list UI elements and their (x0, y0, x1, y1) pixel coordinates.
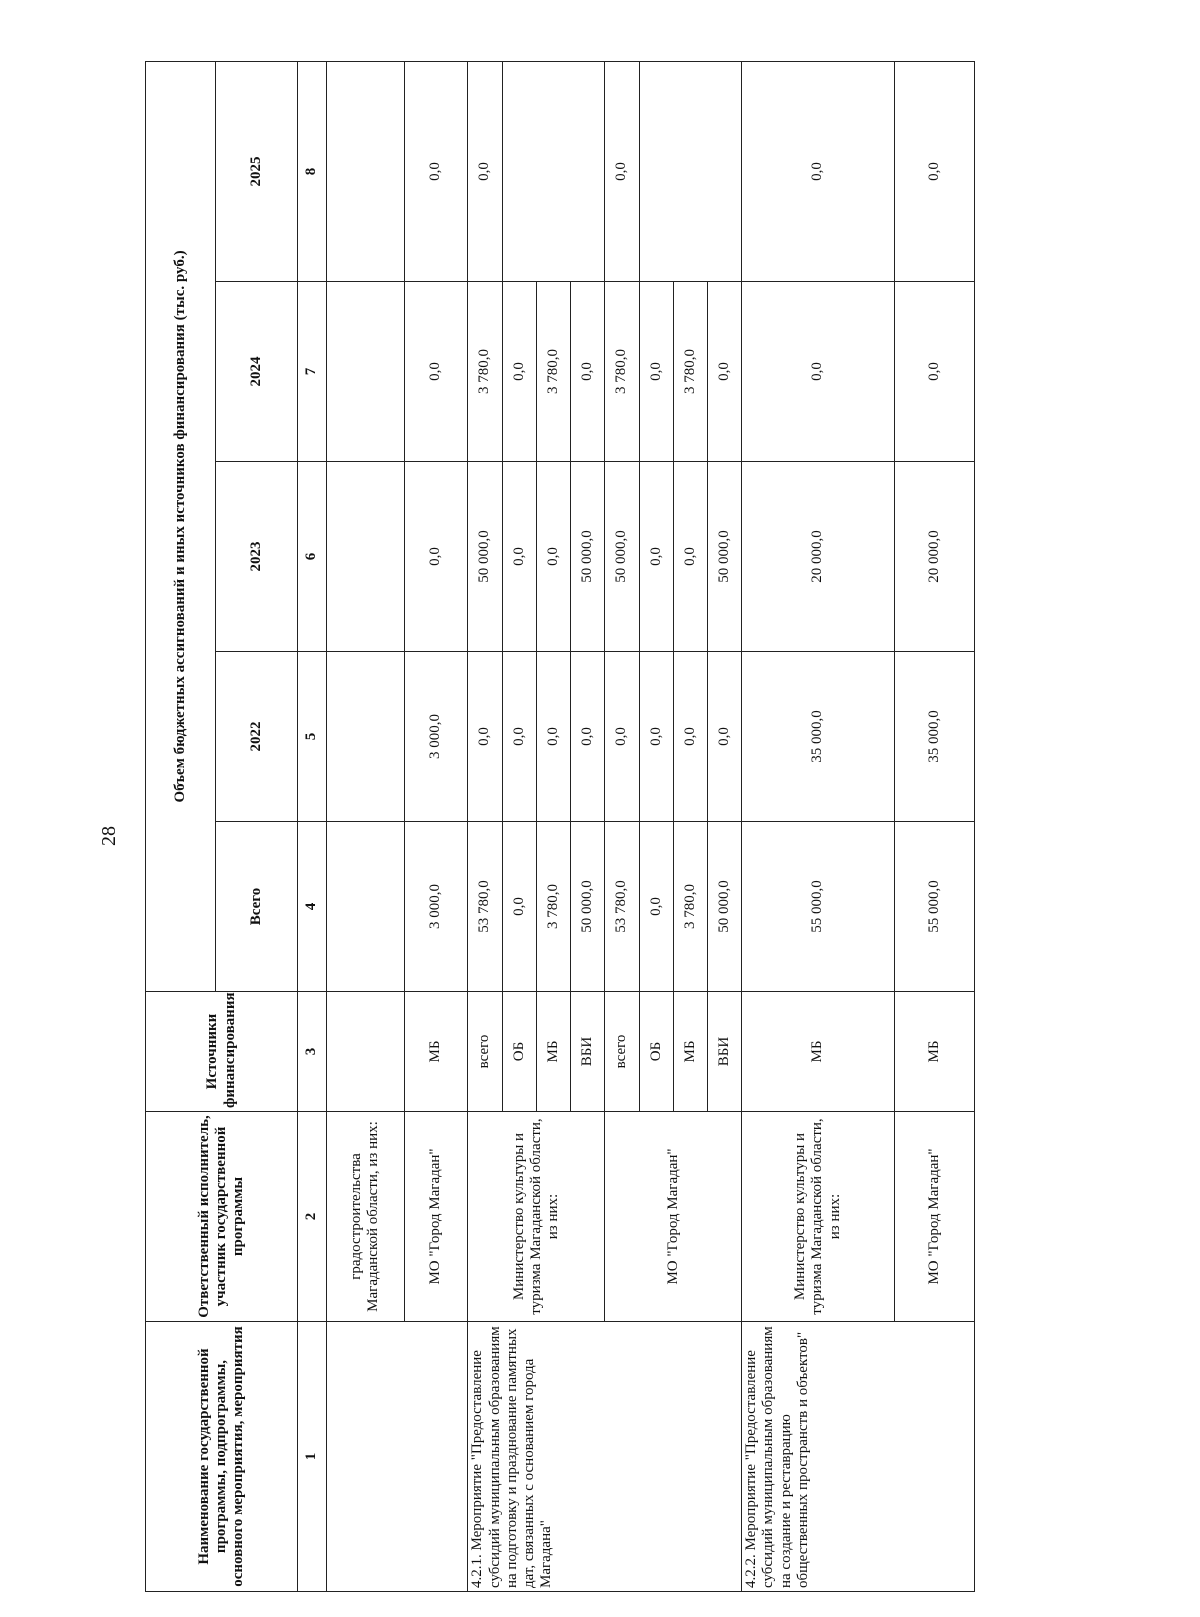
value-cell (327, 282, 405, 462)
header-total: Всего (216, 822, 298, 992)
source-cell: МБ (536, 992, 570, 1112)
value-cell (327, 652, 405, 822)
index-cell: 3 (298, 992, 327, 1112)
value-cell: 0,0 (502, 822, 536, 992)
header-year-2022: 2022 (216, 652, 298, 822)
source-cell: МБ (673, 992, 707, 1112)
executor-cell: МО "Город Магадан" (404, 1112, 468, 1322)
value-cell: 3 780,0 (673, 822, 707, 992)
source-cell (327, 992, 405, 1112)
value-cell: 20 000,0 (742, 462, 895, 652)
value-cell: 0,0 (605, 61, 639, 281)
value-cell (327, 61, 405, 281)
value-cell: 3 780,0 (536, 282, 570, 462)
value-cell: 0,0 (502, 462, 536, 652)
financing-table (145, 61, 975, 1592)
value-cell: 35 000,0 (895, 652, 975, 822)
value-cell: 0,0 (707, 652, 741, 822)
source-cell: ВБИ (707, 992, 741, 1112)
value-cell (327, 462, 405, 652)
source-cell: ВБИ (571, 992, 605, 1112)
index-cell: 7 (298, 282, 327, 462)
value-cell: 0,0 (571, 282, 605, 462)
value-cell: 0,0 (742, 61, 895, 281)
value-cell: 0,0 (605, 652, 639, 822)
source-cell: МБ (404, 992, 468, 1112)
executor-cell: МО "Город Магадан" (895, 1112, 975, 1322)
header-year-2023: 2023 (216, 462, 298, 652)
value-cell: 0,0 (639, 462, 673, 652)
source-cell: МБ (895, 992, 975, 1112)
value-cell: 53 780,0 (605, 822, 639, 992)
executor-cell: Министерство культуры и туризма Магаданской области, из них: (468, 1112, 605, 1322)
value-cell: 0,0 (639, 822, 673, 992)
executor-cell: МО "Город Магадан" (605, 1112, 742, 1322)
value-cell: 0,0 (536, 652, 570, 822)
source-cell: МБ (742, 992, 895, 1112)
value-cell: 20 000,0 (895, 462, 975, 652)
value-cell: 0,0 (404, 61, 468, 281)
value-cell: 0,0 (536, 462, 570, 652)
header-year-2025: 2025 (216, 61, 298, 281)
value-cell (502, 61, 605, 281)
index-cell: 2 (298, 1112, 327, 1322)
value-cell: 3 000,0 (404, 652, 468, 822)
value-cell: 0,0 (895, 282, 975, 462)
source-cell: ОБ (502, 992, 536, 1112)
header-name: Наименование государственной программы, подпрограммы, основного мероприятия, мероприятия (146, 1322, 298, 1592)
index-cell: 1 (298, 1322, 327, 1592)
value-cell: 0,0 (404, 462, 468, 652)
value-cell: 0,0 (639, 282, 673, 462)
value-cell: 3 000,0 (404, 822, 468, 992)
value-cell: 0,0 (468, 61, 502, 281)
value-cell: 3 780,0 (468, 282, 502, 462)
value-cell: 50 000,0 (707, 462, 741, 652)
financing-table-wrapper (145, 62, 975, 1592)
value-cell: 0,0 (639, 652, 673, 822)
header-volume: Объем бюджетных ассигнований и иных источников финансирования (тыс. руб.) (146, 61, 216, 991)
value-cell: 0,0 (673, 462, 707, 652)
value-cell: 3 780,0 (536, 822, 570, 992)
value-cell: 50 000,0 (571, 822, 605, 992)
value-cell: 0,0 (742, 282, 895, 462)
source-cell: ОБ (639, 992, 673, 1112)
source-cell: всего (605, 992, 639, 1112)
header-year-2024: 2024 (216, 282, 298, 462)
value-cell: 55 000,0 (895, 822, 975, 992)
value-cell: 0,0 (468, 652, 502, 822)
value-cell: 35 000,0 (742, 652, 895, 822)
value-cell: 0,0 (707, 282, 741, 462)
value-cell: 50 000,0 (605, 462, 639, 652)
value-cell: 50 000,0 (468, 462, 502, 652)
value-cell (327, 822, 405, 992)
value-cell: 0,0 (895, 61, 975, 281)
index-cell: 6 (298, 462, 327, 652)
value-cell: 3 780,0 (605, 282, 639, 462)
header-source: Источники финансирования (146, 992, 298, 1112)
value-cell: 53 780,0 (468, 822, 502, 992)
value-cell: 0,0 (571, 652, 605, 822)
index-cell: 8 (298, 61, 327, 281)
value-cell: 50 000,0 (707, 822, 741, 992)
measure-name-4-2-2: 4.2.2. Мероприятие "Предоставление субсидий муниципальным образованиям на создание и реставрацию общественных пространств и объектов" (742, 1322, 975, 1592)
value-cell (639, 61, 742, 281)
page-number: 28 (98, 826, 120, 846)
value-cell: 0,0 (502, 282, 536, 462)
measure-name-4-2-1: 4.2.1. Мероприятие "Предоставление субсидий муниципальным образованиям на подготовку и празднование памятных дат, связанных с основанием города Магадана" (468, 1322, 742, 1592)
source-cell: всего (468, 992, 502, 1112)
executor-cell: градостроительства Магаданской области, из них: (327, 1112, 405, 1322)
value-cell: 0,0 (502, 652, 536, 822)
name-cell-empty (327, 1322, 468, 1592)
header-executor: Ответственный исполнитель, участник государственной программы (146, 1112, 298, 1322)
value-cell: 0,0 (673, 652, 707, 822)
value-cell: 50 000,0 (571, 462, 605, 652)
index-cell: 5 (298, 652, 327, 822)
value-cell: 3 780,0 (673, 282, 707, 462)
value-cell: 55 000,0 (742, 822, 895, 992)
index-cell: 4 (298, 822, 327, 992)
value-cell: 0,0 (404, 282, 468, 462)
executor-cell: Министерство культуры и туризма Магаданской области, из них: (742, 1112, 895, 1322)
